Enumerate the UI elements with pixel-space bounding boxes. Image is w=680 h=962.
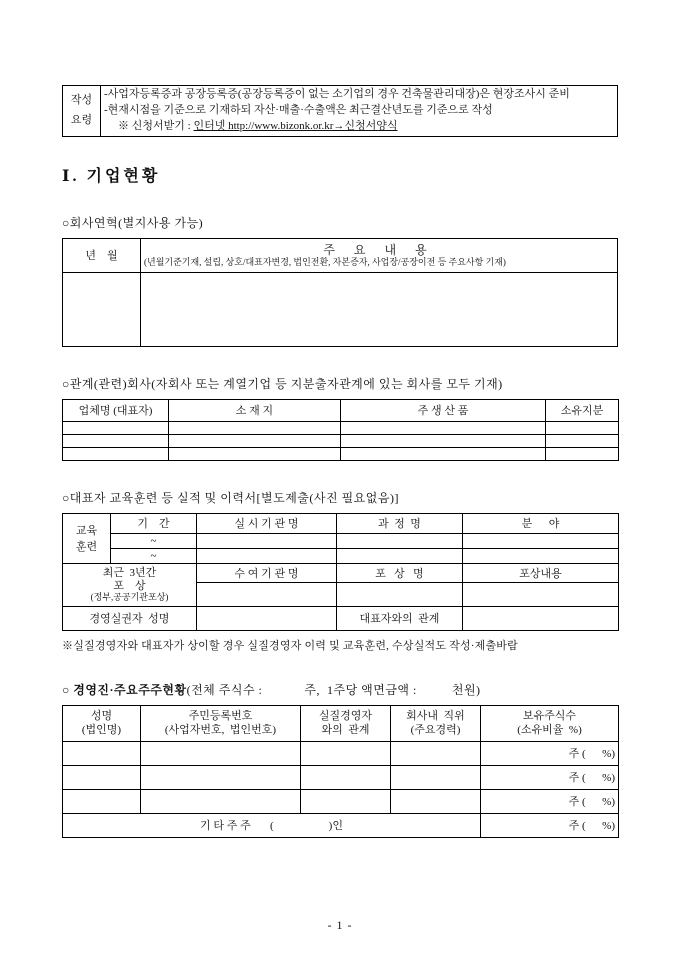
header-line: 성명 — [90, 710, 113, 723]
shareholders-title-main: 경영진·주요주주현황 — [73, 682, 187, 697]
shareholders-table — [62, 705, 619, 838]
table-row — [63, 533, 619, 548]
other-shareholders-label: 기 타 주 주 ( )인 — [63, 813, 481, 837]
empty-cell — [391, 765, 481, 789]
related-col-product: 주 생 산 품 — [341, 399, 546, 421]
header-line: 와의 관계 — [321, 724, 370, 737]
empty-cell — [169, 434, 341, 447]
table-row — [63, 238, 618, 272]
empty-cell — [197, 606, 337, 630]
empty-cell — [301, 741, 391, 765]
history-col-date: 년 월 — [63, 238, 141, 272]
shareholders-title-suffix: (전체 주식수 : 주, 1주당 액면금액 : 천원) — [186, 682, 481, 697]
table-row — [63, 447, 619, 460]
empty-cell — [301, 765, 391, 789]
education-col-institution: 실 시 기 관 명 — [197, 513, 337, 533]
related-companies-title: ○관계(관련)회사(자회사 또는 계열기업 등 지분출자관계에 있는 회사를 모두 기재) — [62, 376, 503, 391]
empty-cell — [391, 741, 481, 765]
empty-cell — [463, 606, 619, 630]
empty-cell — [546, 434, 619, 447]
empty-cell — [463, 582, 619, 606]
table-row — [63, 563, 619, 582]
shareholders-col-position — [391, 705, 481, 741]
shareholders-col-name — [63, 705, 141, 741]
period-tilde: ~ — [111, 548, 197, 563]
table-row — [63, 606, 619, 630]
table-row — [63, 765, 619, 789]
empty-cell — [337, 548, 463, 563]
share-count-cell: 주 ( %) — [481, 789, 619, 813]
application-form-url: 인터넷 http://www.bizonk.or.kr→신청서양식 — [193, 119, 398, 132]
education-group-label — [63, 513, 111, 563]
empty-cell — [141, 272, 618, 346]
guideline-item-2: -현재시점을 기준으로 기재하되 자산·매출·수출액은 최근결산년도를 기준으로 작성 — [104, 103, 493, 116]
related-companies-table — [62, 399, 619, 461]
award-col-detail: 포상내용 — [463, 563, 619, 582]
share-count-cell: 주 ( %) — [481, 765, 619, 789]
empty-cell — [169, 447, 341, 460]
guidelines-label-line2: 요령 — [70, 113, 93, 126]
table-row — [63, 421, 619, 434]
header-line: (주요경력) — [410, 724, 461, 737]
header-line: 회사내 직위 — [406, 710, 465, 723]
empty-cell — [546, 447, 619, 460]
empty-cell — [337, 582, 463, 606]
period-tilde: ~ — [111, 533, 197, 548]
guideline-item-1: -사업자등록증과 공장등록증(공장등록증이 없는 소기업의 경우 건축물관리대장)은 현장조사시 준비 — [104, 88, 570, 100]
shareholders-title — [62, 681, 618, 698]
header-line: 실질경영자 — [318, 710, 373, 723]
empty-cell — [63, 421, 169, 434]
guidelines-label — [63, 86, 101, 137]
education-note: ※실질경영자와 대표자가 상이할 경우 실질경영자 이력 및 교육훈련, 수상실적도 작성·제출바람 — [62, 639, 518, 652]
education-col-period: 기 간 — [111, 513, 197, 533]
education-col-field: 분 야 — [463, 513, 619, 533]
empty-cell — [141, 765, 301, 789]
related-col-share: 소유지분 — [546, 399, 619, 421]
empty-cell — [341, 447, 546, 460]
education-group-label-line2: 훈련 — [75, 541, 98, 554]
table-row — [63, 548, 619, 563]
empty-cell — [63, 789, 141, 813]
education-title: ○대표자 교육훈련 등 실적 및 이력서[별도제출(사진 필요없음)] — [62, 490, 399, 505]
education-col-course: 과 정 명 — [337, 513, 463, 533]
related-col-location: 소 재 지 — [169, 399, 341, 421]
header-line: (소유비율 %) — [517, 724, 582, 737]
empty-cell — [141, 741, 301, 765]
related-col-company: 업체명 (대표자) — [63, 399, 169, 421]
empty-cell — [197, 582, 337, 606]
share-count-cell: 주 ( %) — [481, 741, 619, 765]
shareholders-col-id-number — [141, 705, 301, 741]
empty-cell — [141, 789, 301, 813]
empty-cell — [546, 421, 619, 434]
empty-cell — [463, 548, 619, 563]
table-row — [63, 813, 619, 837]
table-row — [63, 399, 619, 421]
header-line: 주민등록번호 — [188, 710, 253, 723]
header-line: (사업자번호, 법인번호) — [164, 724, 277, 737]
manager-name-label: 경영실권자 성명 — [63, 606, 197, 630]
empty-cell — [197, 548, 337, 563]
guideline-note-prefix: ※ 신청서받기 : — [118, 119, 194, 132]
history-col-content-note: (년월기준기재, 설립, 상호/대표자변경, 법인전환, 자본증자, 사업장/공장이전 등 주요사항 기재) — [144, 257, 506, 268]
table-row — [63, 86, 618, 137]
header-line: 보유주식수 — [522, 710, 577, 723]
history-col-content-title: 주 요 내 용 — [323, 242, 435, 257]
education-group-label-line1: 교육 — [75, 525, 98, 538]
history-title: ○회사연혁(별지사용 가능) — [62, 215, 204, 230]
table-row — [63, 513, 619, 533]
empty-cell — [337, 533, 463, 548]
empty-cell — [63, 765, 141, 789]
company-history-table — [62, 238, 618, 347]
relation-to-ceo-label: 대표자와의 관계 — [337, 606, 463, 630]
guidelines-box — [62, 85, 618, 137]
shareholders-col-shares — [481, 705, 619, 741]
award-label-cell — [63, 563, 197, 606]
header-line: (법인명) — [81, 724, 122, 737]
shareholders-title-prefix: ○ — [62, 682, 74, 697]
guidelines-content — [101, 86, 618, 137]
share-count-cell: 주 ( %) — [481, 813, 619, 837]
empty-cell — [63, 741, 141, 765]
empty-cell — [63, 447, 169, 460]
empty-cell — [63, 272, 141, 346]
award-label-line1: 최근 3년간 — [102, 567, 157, 579]
award-col-name: 포 상 명 — [337, 563, 463, 582]
table-row — [63, 434, 619, 447]
table-row — [63, 705, 619, 741]
guideline-item-3 — [104, 119, 614, 135]
page-number: - 1 - — [327, 918, 353, 932]
section-title: Ⅰ. 기업현황 — [62, 167, 161, 185]
table-row — [63, 741, 619, 765]
history-col-content — [141, 238, 618, 272]
education-table — [62, 513, 619, 631]
award-col-institution: 수 여 기 관 명 — [197, 563, 337, 582]
empty-cell — [63, 434, 169, 447]
table-row — [63, 272, 618, 346]
award-label-line3: (정부,공공기관포상) — [90, 592, 169, 603]
empty-cell — [391, 789, 481, 813]
shareholders-col-relation — [301, 705, 391, 741]
empty-cell — [169, 421, 341, 434]
empty-cell — [341, 434, 546, 447]
guidelines-label-line1: 작성 — [70, 94, 93, 107]
award-label-line2: 포 상 — [113, 579, 146, 592]
empty-cell — [301, 789, 391, 813]
empty-cell — [463, 533, 619, 548]
empty-cell — [341, 421, 546, 434]
empty-cell — [197, 533, 337, 548]
table-row — [63, 789, 619, 813]
